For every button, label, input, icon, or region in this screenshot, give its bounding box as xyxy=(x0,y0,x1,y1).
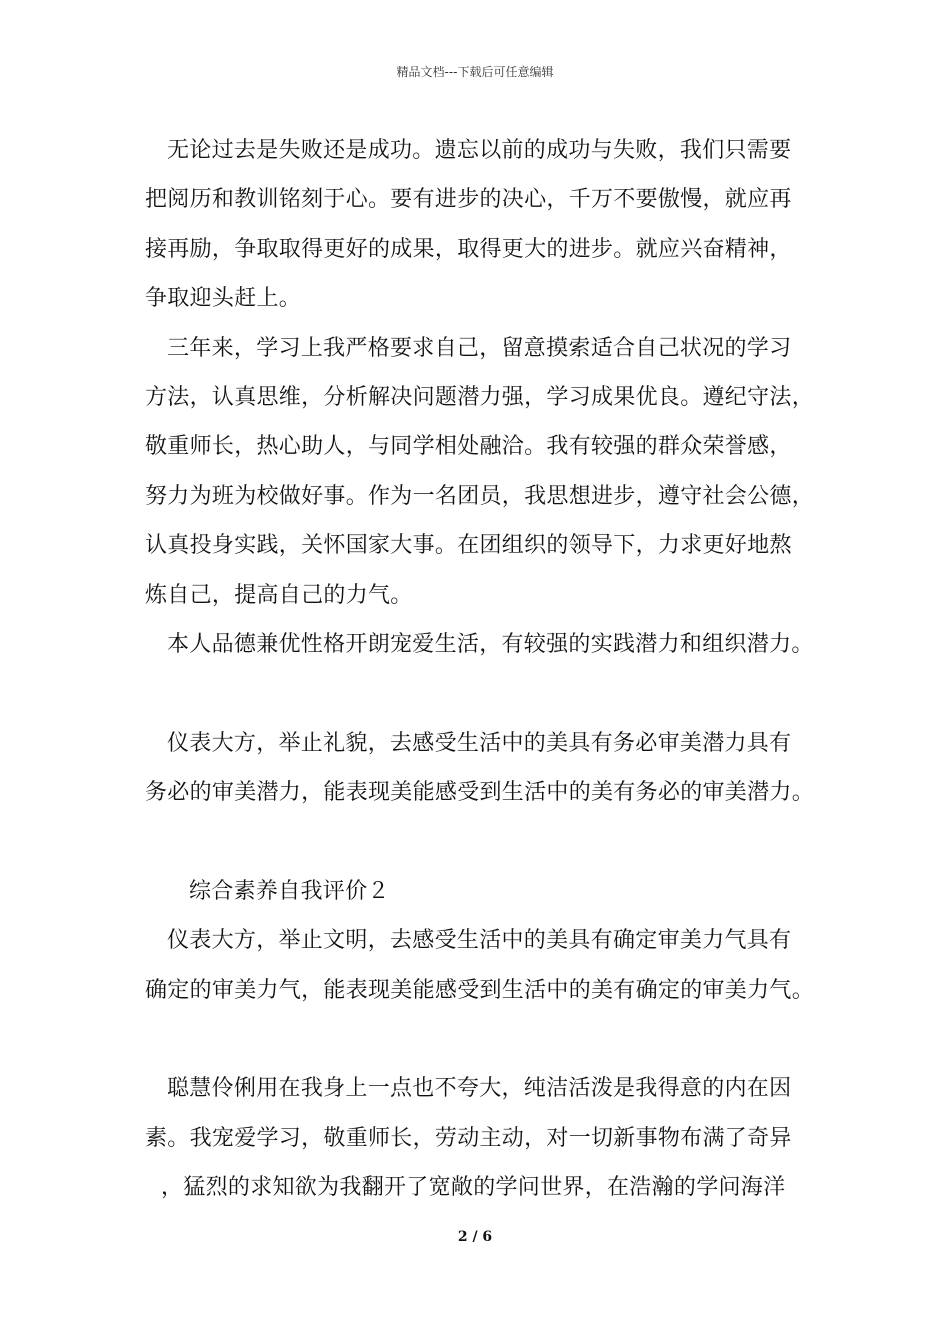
paragraph-line: 三年来，学习上我严格要求自己，留意摸索适合自己状况的学习 xyxy=(167,335,792,361)
paragraph-2 xyxy=(145,324,825,620)
blank-line xyxy=(145,669,825,718)
blank-line xyxy=(145,1015,825,1064)
page-number: 2 / 6 xyxy=(457,1229,493,1245)
document-body xyxy=(145,126,825,1213)
paragraph-5 xyxy=(145,916,825,1015)
paragraph-line: 无论过去是失败还是成功。遗忘以前的成功与失败，我们只需要 xyxy=(167,138,792,163)
paragraph-line: 炼自己，提高自己的力气。 xyxy=(145,582,413,608)
paragraph-line: 方法，认真思维，分析解决问题潜力强，学习成果优良。遵纪守法， xyxy=(145,384,815,410)
paragraph-line: 认真投身实践，关怀国家大事。在团组织的领导下，力求更好地熬 xyxy=(145,533,792,559)
paragraph-line: 敬重师长，热心助人，与同学相处融洽。我有较强的群众荣誉感， xyxy=(145,434,792,460)
paragraph-4 xyxy=(145,719,825,818)
paragraph-line: 务必的审美潜力，能表现美能感受到生活中的美有务必的审美潜力。 xyxy=(145,780,815,806)
paragraph-line: 仪表大方，举止礼貌，去感受生活中的美具有务必审美潜力具有 xyxy=(167,730,792,756)
paragraph-1 xyxy=(145,126,825,324)
paragraph-line: 努力为班为校做好事。作为一名团员，我思想进步，遵守社会公德， xyxy=(145,483,815,509)
paragraph-line: 把阅历和教训铭刻于心。要有进步的决心，千万不要傲慢，就应再 xyxy=(145,187,792,213)
paragraph-line: ，猛烈的求知欲为我翻开了宽敞的学问世界，在浩瀚的学问海洋 xyxy=(161,1175,786,1201)
paragraph-line: 本人品德兼优性格开朗宠爱生活，有较强的实践潜力和组织潜力。 xyxy=(167,631,814,657)
paragraph-line: 仪表大方，举止文明，去感受生活中的美具有确定审美力气具有 xyxy=(167,928,792,954)
page-header: 精品文档---下载后可任意编辑 xyxy=(396,65,554,79)
paragraph-line: 聪慧伶俐用在我身上一点也不夸大，纯洁活泼是我得意的内在因 xyxy=(167,1076,792,1102)
paragraph-3 xyxy=(145,620,825,669)
blank-line xyxy=(145,817,825,866)
paragraph-line: 素。我宠爱学习，敬重师长，劳动主动，对一切新事物布满了奇异 xyxy=(145,1125,792,1151)
paragraph-line: 确定的审美力气，能表现美能感受到生活中的美有确定的审美力气。 xyxy=(145,977,815,1003)
section-heading: 综合素养自我评价２ xyxy=(189,878,390,904)
paragraph-line: 接再励，争取取得更好的成果，取得更大的进步。就应兴奋精神， xyxy=(145,236,792,262)
paragraph-6 xyxy=(145,1064,825,1212)
paragraph-line: 争取迎头赶上。 xyxy=(145,286,302,312)
